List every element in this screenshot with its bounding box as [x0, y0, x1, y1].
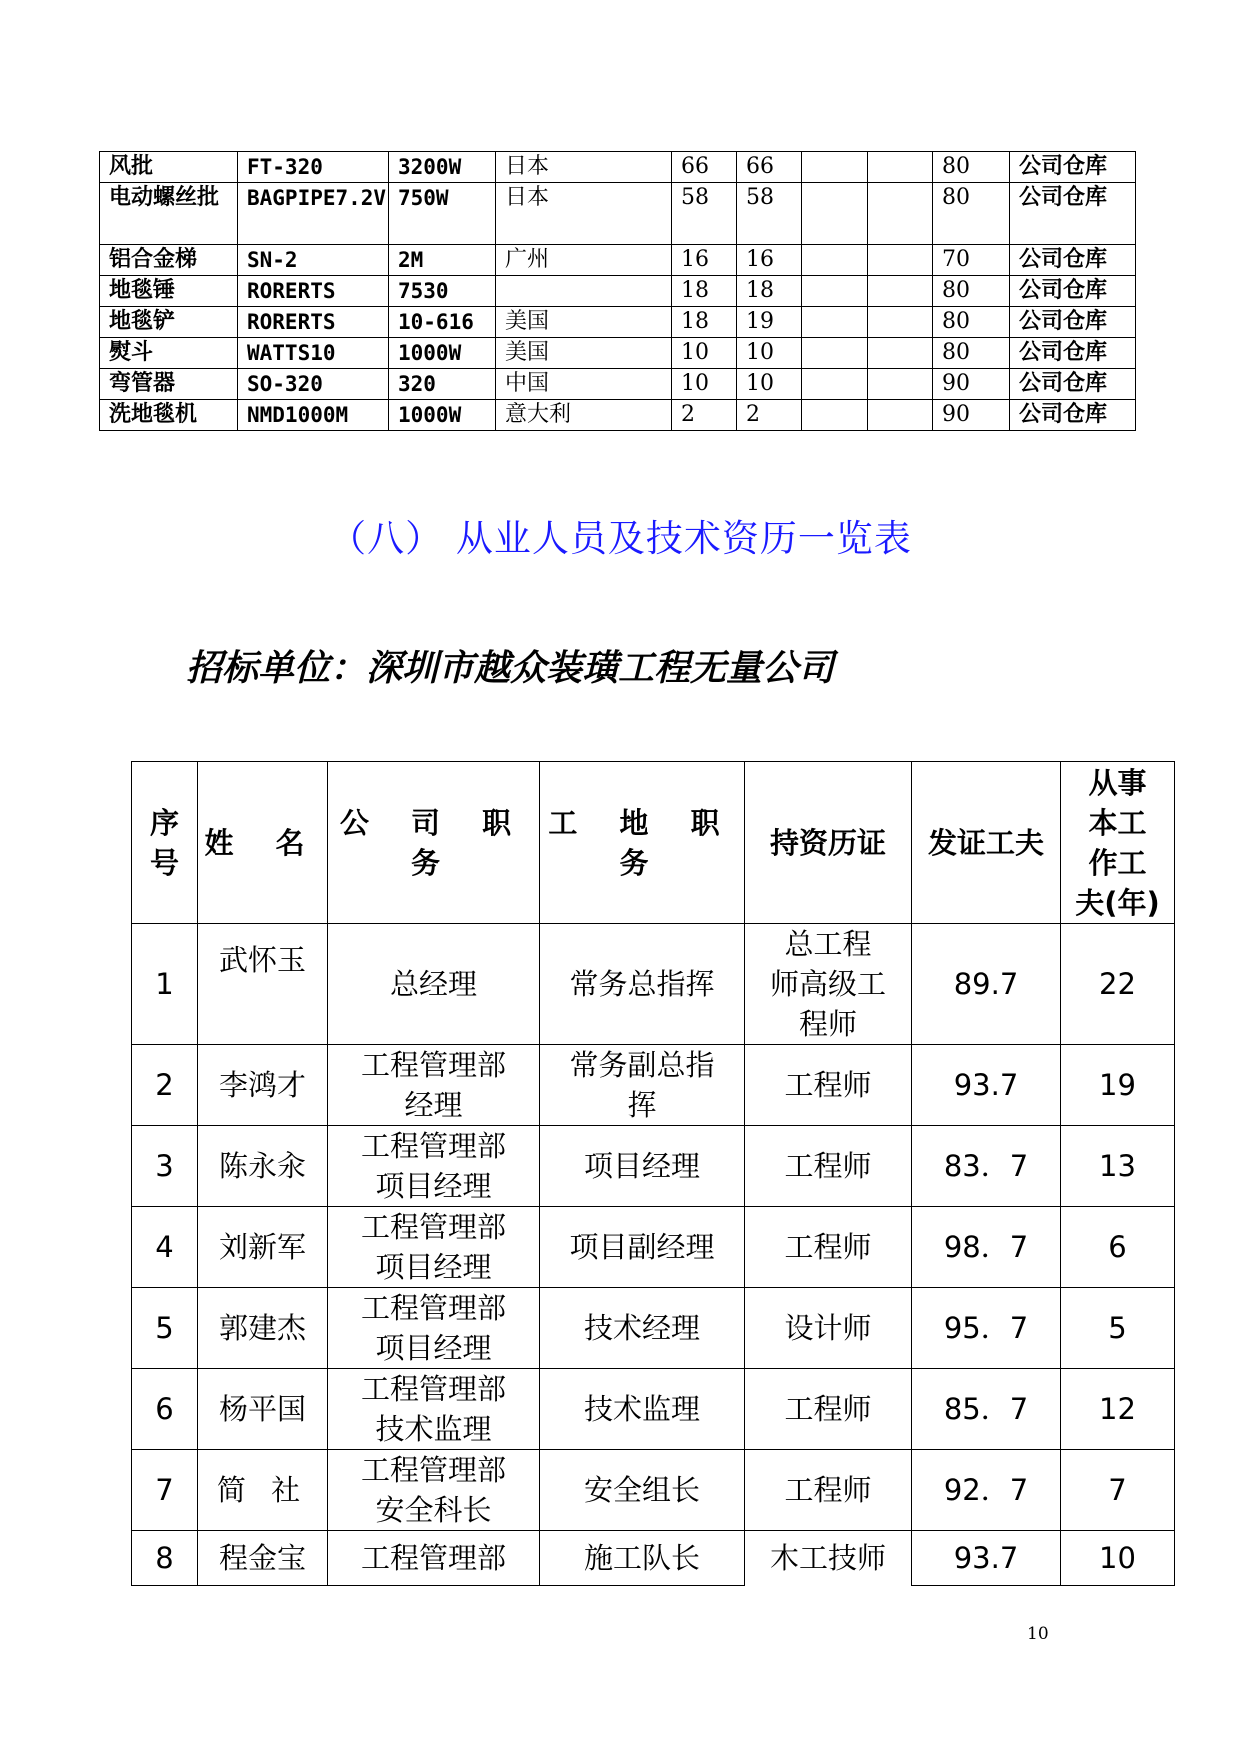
staff-row [132, 1288, 1175, 1369]
staff-cell-site-role: 项目副经理 [540, 1207, 745, 1288]
equipment-cell-origin: 美国 [496, 338, 672, 369]
staff-cell-company-role: 工程管理部 项目经理 [328, 1207, 540, 1288]
equipment-cell-c7 [802, 245, 868, 276]
staff-cell-company-role: 工程管理部 安全科长 [328, 1450, 540, 1531]
staff-cell-index: 7 [132, 1450, 198, 1531]
equipment-cell-model: SO-320 [238, 369, 389, 400]
equipment-cell-model: WATTS10 [238, 338, 389, 369]
staff-cell-certificate: 木工技师 [745, 1531, 912, 1586]
staff-cell-company-role: 总经理 [328, 924, 540, 1045]
staff-header-row [132, 762, 1175, 924]
equipment-cell-rate: 80 [933, 152, 1010, 183]
staff-cell-index: 5 [132, 1288, 198, 1369]
header-name: 姓 名 [198, 762, 328, 924]
equipment-cell-qty2: 10 [737, 338, 802, 369]
staff-cell-index: 3 [132, 1126, 198, 1207]
staff-cell-years: 10 [1061, 1531, 1175, 1586]
equipment-cell-origin: 中国 [496, 369, 672, 400]
staff-cell-issue-date: 89.7 [912, 924, 1061, 1045]
staff-cell-company-role: 工程管理部 技术监理 [328, 1369, 540, 1450]
equipment-cell-model: NMD1000M [238, 400, 389, 431]
equipment-cell-rate: 80 [933, 338, 1010, 369]
equipment-cell-origin: 意大利 [496, 400, 672, 431]
staff-cell-years: 19 [1061, 1045, 1175, 1126]
equipment-cell-qty2: 19 [737, 307, 802, 338]
staff-cell-years: 22 [1061, 924, 1175, 1045]
staff-cell-site-role: 技术经理 [540, 1288, 745, 1369]
staff-cell-certificate: 工程师 [745, 1045, 912, 1126]
equipment-cell-name: 洗地毯机 [100, 400, 238, 431]
equipment-cell-rate: 80 [933, 276, 1010, 307]
staff-cell-certificate: 总工程 师高级工 程师 [745, 924, 912, 1045]
equipment-cell-qty2: 2 [737, 400, 802, 431]
staff-cell-certificate: 工程师 [745, 1450, 912, 1531]
staff-cell-site-role: 常务副总指 挥 [540, 1045, 745, 1126]
equipment-cell-name: 熨斗 [100, 338, 238, 369]
equipment-cell-model: RORERTS [238, 276, 389, 307]
page-number: 10 [1027, 1624, 1049, 1644]
equipment-cell-c8 [868, 276, 933, 307]
equipment-cell-power: 3200W [389, 152, 496, 183]
equipment-cell-c8 [868, 307, 933, 338]
equipment-cell-name: 地毯铲 [100, 307, 238, 338]
equipment-cell-qty1: 2 [672, 400, 737, 431]
section-heading: （八） 从业人员及技术资历一览表 [329, 517, 912, 560]
staff-cell-index: 1 [132, 924, 198, 1045]
tender-unit-heading: 招标单位：深圳市越众装璜工程无量公司 [186, 648, 835, 689]
equipment-cell-location: 公司仓库 [1010, 400, 1136, 431]
equipment-cell-model: FT-320 [238, 152, 389, 183]
equipment-cell-origin: 广州 [496, 245, 672, 276]
equipment-row [100, 183, 1136, 245]
staff-cell-index: 2 [132, 1045, 198, 1126]
equipment-cell-name: 地毯锤 [100, 276, 238, 307]
equipment-cell-location: 公司仓库 [1010, 369, 1136, 400]
equipment-cell-c7 [802, 369, 868, 400]
staff-cell-years: 12 [1061, 1369, 1175, 1450]
equipment-cell-qty2: 66 [737, 152, 802, 183]
equipment-cell-power: 7530 [389, 276, 496, 307]
equipment-row [100, 276, 1136, 307]
equipment-cell-c7 [802, 338, 868, 369]
equipment-cell-location: 公司仓库 [1010, 276, 1136, 307]
staff-cell-index: 8 [132, 1531, 198, 1586]
header-site-role: 工 地 职 务 [540, 762, 745, 924]
staff-cell-company-role: 工程管理部 项目经理 [328, 1126, 540, 1207]
staff-cell-index: 4 [132, 1207, 198, 1288]
equipment-cell-qty1: 58 [672, 183, 737, 245]
staff-cell-index: 6 [132, 1369, 198, 1450]
staff-cell-name: 程金宝 [198, 1531, 328, 1586]
equipment-row [100, 307, 1136, 338]
staff-cell-name: 刘新军 [198, 1207, 328, 1288]
staff-cell-site-role: 安全组长 [540, 1450, 745, 1531]
staff-row [132, 1045, 1175, 1126]
equipment-cell-origin: 日本 [496, 152, 672, 183]
equipment-row [100, 152, 1136, 183]
equipment-cell-rate: 90 [933, 400, 1010, 431]
header-certificate: 持资历证 [745, 762, 912, 924]
equipment-cell-c8 [868, 338, 933, 369]
equipment-cell-qty2: 16 [737, 245, 802, 276]
equipment-cell-origin: 美国 [496, 307, 672, 338]
staff-row [132, 924, 1175, 1045]
equipment-cell-location: 公司仓库 [1010, 338, 1136, 369]
equipment-cell-qty1: 10 [672, 369, 737, 400]
equipment-cell-c8 [868, 369, 933, 400]
staff-table-body [132, 924, 1175, 1586]
header-company-role: 公 司 职 务 [328, 762, 540, 924]
header-years-label: 从事 本工 作工 夫(年) [1075, 765, 1160, 920]
equipment-cell-power: 320 [389, 369, 496, 400]
equipment-cell-c8 [868, 152, 933, 183]
equipment-cell-location: 公司仓库 [1010, 152, 1136, 183]
equipment-cell-c8 [868, 183, 933, 245]
staff-row [132, 1126, 1175, 1207]
equipment-cell-qty1: 18 [672, 276, 737, 307]
equipment-cell-location: 公司仓库 [1010, 245, 1136, 276]
equipment-cell-model: RORERTS [238, 307, 389, 338]
staff-cell-certificate: 工程师 [745, 1207, 912, 1288]
equipment-cell-power: 10-616 [389, 307, 496, 338]
equipment-cell-c8 [868, 245, 933, 276]
staff-cell-issue-date: 83．7 [912, 1126, 1061, 1207]
staff-cell-issue-date: 93.7 [912, 1045, 1061, 1126]
staff-cell-issue-date: 85．7 [912, 1369, 1061, 1450]
equipment-cell-name: 电动螺丝批 [100, 183, 238, 245]
equipment-cell-power: 750W [389, 183, 496, 245]
equipment-row [100, 400, 1136, 431]
equipment-cell-qty2: 58 [737, 183, 802, 245]
staff-cell-issue-date: 95．7 [912, 1288, 1061, 1369]
staff-cell-years: 5 [1061, 1288, 1175, 1369]
staff-cell-years: 13 [1061, 1126, 1175, 1207]
equipment-cell-name: 风批 [100, 152, 238, 183]
equipment-cell-rate: 90 [933, 369, 1010, 400]
equipment-cell-name: 铝合金梯 [100, 245, 238, 276]
equipment-row [100, 369, 1136, 400]
staff-cell-certificate: 工程师 [745, 1369, 912, 1450]
equipment-row [100, 338, 1136, 369]
staff-cell-site-role: 技术监理 [540, 1369, 745, 1450]
equipment-cell-location: 公司仓库 [1010, 307, 1136, 338]
header-years [1061, 762, 1175, 924]
equipment-cell-c7 [802, 152, 868, 183]
staff-cell-years: 7 [1061, 1450, 1175, 1531]
header-index [132, 762, 198, 924]
equipment-cell-rate: 80 [933, 183, 1010, 245]
equipment-cell-power: 1000W [389, 338, 496, 369]
staff-row [132, 1450, 1175, 1531]
equipment-cell-qty1: 18 [672, 307, 737, 338]
staff-cell-name: 简 社 [198, 1450, 328, 1531]
staff-cell-name: 郭建杰 [198, 1288, 328, 1369]
equipment-cell-qty1: 16 [672, 245, 737, 276]
equipment-cell-qty1: 66 [672, 152, 737, 183]
equipment-cell-name: 弯管器 [100, 369, 238, 400]
equipment-cell-power: 1000W [389, 400, 496, 431]
equipment-cell-c7 [802, 400, 868, 431]
equipment-cell-power: 2M [389, 245, 496, 276]
equipment-table [99, 151, 1136, 431]
staff-cell-issue-date: 92．7 [912, 1450, 1061, 1531]
equipment-cell-qty1: 10 [672, 338, 737, 369]
equipment-cell-location: 公司仓库 [1010, 183, 1136, 245]
staff-cell-company-role: 工程管理部 项目经理 [328, 1288, 540, 1369]
equipment-cell-qty2: 18 [737, 276, 802, 307]
staff-cell-name: 李鸿才 [198, 1045, 328, 1126]
staff-cell-company-role: 工程管理部 [328, 1531, 540, 1586]
staff-cell-site-role: 施工队长 [540, 1531, 745, 1586]
staff-row [132, 1369, 1175, 1450]
staff-cell-name: 杨平国 [198, 1369, 328, 1450]
equipment-cell-c7 [802, 183, 868, 245]
header-issue-date: 发证工夫 [912, 762, 1061, 924]
equipment-cell-rate: 70 [933, 245, 1010, 276]
equipment-cell-qty2: 10 [737, 369, 802, 400]
staff-cell-certificate: 设计师 [745, 1288, 912, 1369]
equipment-row [100, 245, 1136, 276]
staff-cell-name: 陈永汆 [198, 1126, 328, 1207]
staff-cell-site-role: 项目经理 [540, 1126, 745, 1207]
equipment-cell-model: SN-2 [238, 245, 389, 276]
header-index-label: 序 号 [149, 805, 179, 880]
staff-row [132, 1531, 1175, 1586]
equipment-cell-origin [496, 276, 672, 307]
equipment-cell-c7 [802, 307, 868, 338]
equipment-table-body [100, 152, 1136, 431]
staff-cell-company-role: 工程管理部 经理 [328, 1045, 540, 1126]
equipment-cell-origin: 日本 [496, 183, 672, 245]
staff-cell-issue-date: 93.7 [912, 1531, 1061, 1586]
staff-cell-certificate: 工程师 [745, 1126, 912, 1207]
equipment-cell-rate: 80 [933, 307, 1010, 338]
equipment-cell-c7 [802, 276, 868, 307]
staff-cell-years: 6 [1061, 1207, 1175, 1288]
equipment-cell-c8 [868, 400, 933, 431]
equipment-cell-model: BAGPIPE7.2V [238, 183, 389, 245]
staff-table [131, 761, 1175, 1586]
staff-row [132, 1207, 1175, 1288]
staff-cell-site-role: 常务总指挥 [540, 924, 745, 1045]
staff-cell-name: 武怀玉 [198, 924, 328, 1045]
staff-cell-issue-date: 98．7 [912, 1207, 1061, 1288]
